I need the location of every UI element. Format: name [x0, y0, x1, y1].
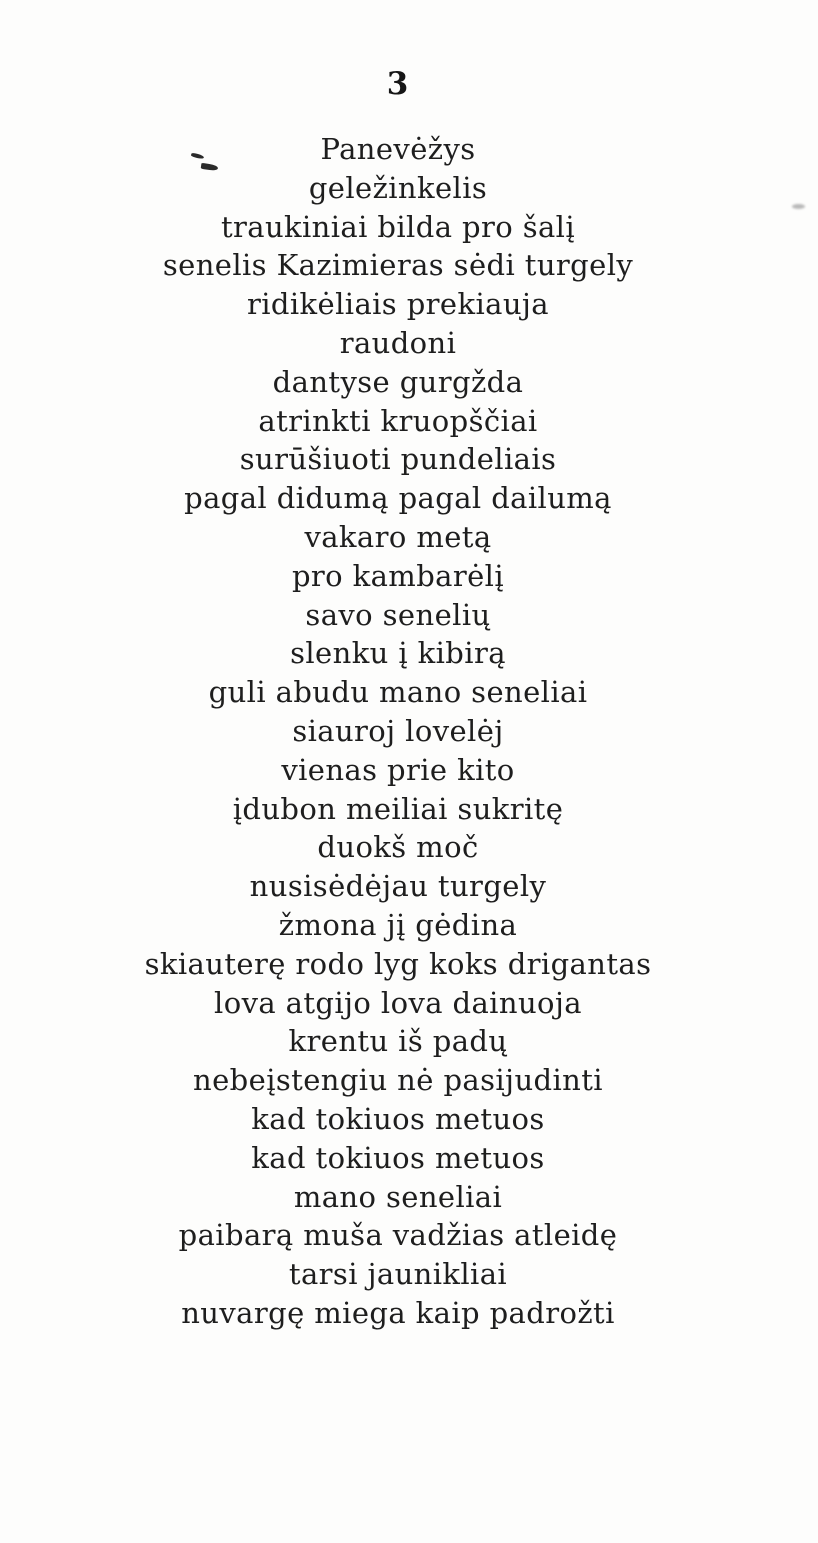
- poem-line: įdubon meiliai sukritę: [232, 791, 564, 826]
- poem-line: guli abudu mano seneliai: [208, 675, 588, 710]
- poem-line: tarsi jaunikliai: [288, 1257, 508, 1292]
- poem-line: siauroj lovelėj: [292, 713, 504, 748]
- poem-line: krentu iš padų: [288, 1024, 508, 1059]
- poem-line: savo senelių: [305, 597, 491, 632]
- poem-line: traukiniai bilda pro šalį: [220, 209, 576, 244]
- poem-line: atrinkti kruopščiai: [258, 403, 538, 438]
- poem-line: vienas prie kito: [281, 752, 515, 787]
- poem-line: geležinkelis: [308, 170, 488, 205]
- poem-line: pagal didumą pagal dailumą: [184, 481, 612, 516]
- poem-line: surūšiuoti pundeliais: [239, 442, 557, 477]
- poem-line: slenku į kibirą: [290, 636, 506, 671]
- poem-line: raudoni: [339, 325, 457, 360]
- poem-line: lova atgijo lova dainuoja: [214, 985, 582, 1020]
- poem-line: mano seneliai: [293, 1179, 503, 1214]
- poem-line: senelis Kazimieras sėdi turgely: [162, 248, 634, 283]
- poem-line: duokš moč: [317, 830, 479, 865]
- poem-line: Panevėžys: [320, 132, 476, 166]
- poem-line: nuvargę miega kaip padrožti: [181, 1295, 615, 1330]
- poem-line: nebeįstengiu nė pasijudinti: [193, 1063, 603, 1098]
- poem-line: dantyse gurgžda: [272, 364, 524, 399]
- poem-line: žmona jį gėdina: [278, 907, 518, 942]
- poem-line: vakaro metą: [304, 519, 492, 554]
- page-number: 3: [386, 66, 410, 102]
- poem-line: kad tokiuos metuos: [251, 1101, 545, 1136]
- poem: [0, 130, 796, 1333]
- poem-line: ridikėliais prekiauja: [246, 287, 549, 322]
- poem-line: skiauterę rodo lyg koks drigantas: [144, 946, 652, 981]
- poem-line: kad tokiuos metuos: [251, 1140, 545, 1175]
- poem-line: nusisėdėjau turgely: [249, 869, 547, 904]
- poem-line: paibarą muša vadžias atleidę: [178, 1218, 618, 1253]
- poem-line: pro kambarėlį: [291, 558, 505, 593]
